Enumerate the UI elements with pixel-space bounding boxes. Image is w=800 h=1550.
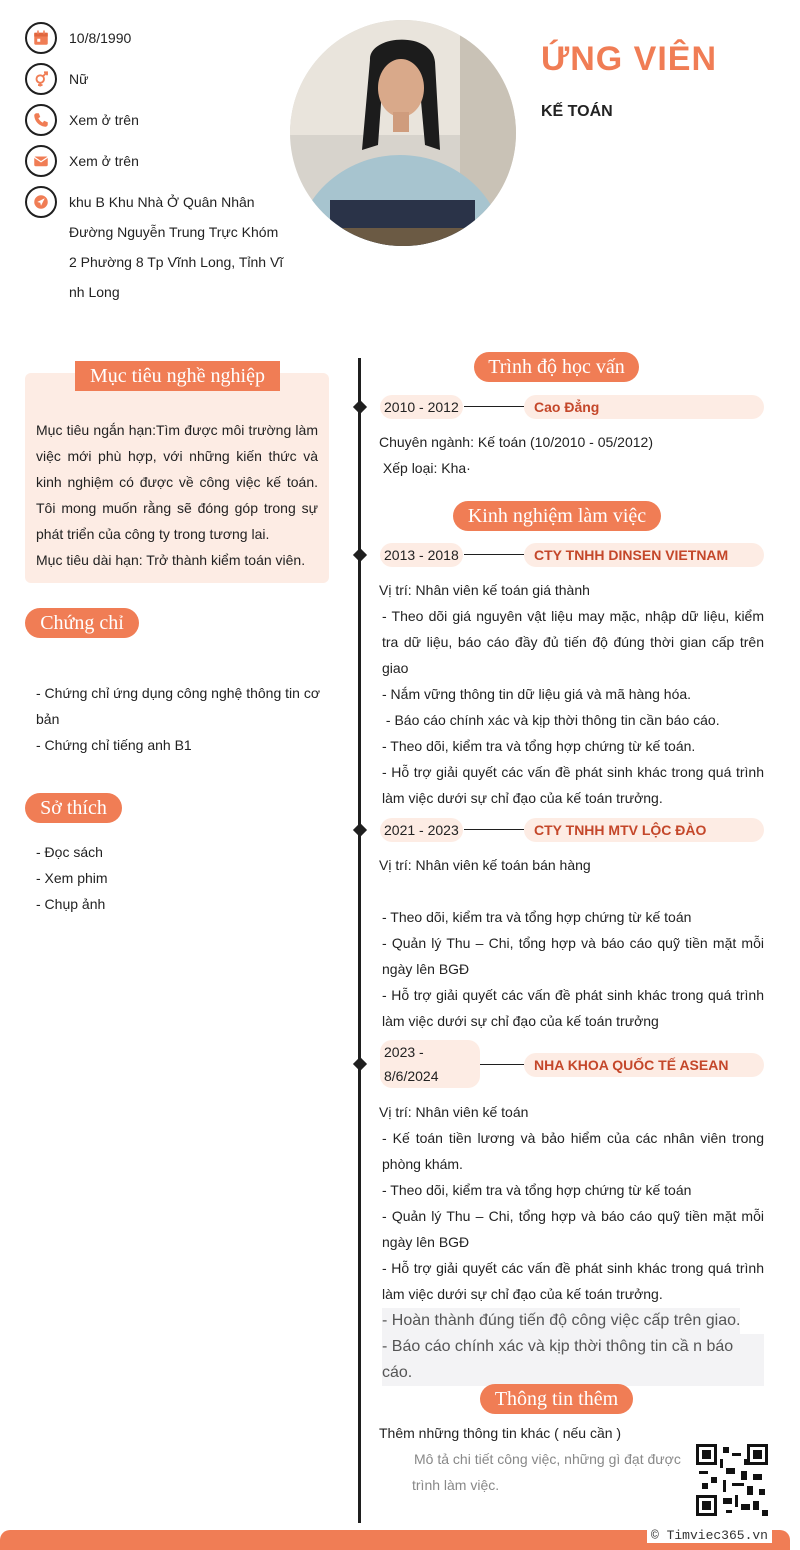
timeline-dot xyxy=(353,400,367,414)
education-line: Chuyên ngành: Kế toán (10/2010 - 05/2012) xyxy=(379,434,653,450)
job-bullet: - Báo cáo chính xác và kịp thời thông tin cần báo cáo. xyxy=(382,712,720,728)
job-date: 2021 - 2023 xyxy=(380,818,463,842)
job-details xyxy=(379,852,764,1034)
timeline-dot xyxy=(353,548,367,562)
job-date xyxy=(380,1040,480,1088)
address-line: khu B Khu Nhà Ở Quân Nhân xyxy=(69,194,255,210)
objective-title: Mục tiêu nghề nghiệp xyxy=(75,361,280,391)
job-bullet: - Kế toán tiền lương và bảo hiểm của các nhân viên trong phòng khám. xyxy=(382,1130,764,1172)
job-bullet: - Hỗ trợ giải quyết các vấn đề phát sinh khác trong quá trình làm việc dưới sự chỉ đạo của kế toán trưởng. xyxy=(382,1260,764,1302)
objective-line: Mục tiêu ngắn hạn:Tìm được môi trường làm việc mới phù hợp, với những kiến thức và kinh nghiệm có được về công việc kế toán. Tôi mong muốn rằng sẽ đóng góp trong sự phát triển của công ty trong tương lai. xyxy=(36,422,318,542)
extra-desc: Mô tả chi tiết công việc, những gì đạt được xyxy=(414,1451,681,1467)
timeline-line xyxy=(358,358,361,1523)
location-icon xyxy=(25,186,57,218)
address-line: 2 Phường 8 Tp Vĩnh Long, Tỉnh Vĩ xyxy=(69,254,284,270)
address-line: Đường Nguyễn Trung Trực Khóm xyxy=(69,224,279,240)
email-text: Xem ở trên xyxy=(69,153,139,169)
job-bullet: - Theo dõi giá nguyên vật liệu may mặc, nhập dữ liệu, kiểm tra dữ liệu, báo cáo đầy đủ tiến độ đúng thời gian cấp trên giao xyxy=(382,608,764,676)
timeline-dot xyxy=(353,823,367,837)
hobby-item: - Chụp ảnh xyxy=(36,896,106,912)
education-school: Cao Đẳng xyxy=(524,395,764,419)
education-details xyxy=(379,429,764,481)
calendar-icon xyxy=(25,22,57,54)
extra-line: Thêm những thông tin khác ( nếu cần ) xyxy=(379,1425,622,1441)
job-bullet: - Quản lý Thu – Chi, tổng hợp và báo cáo quỹ tiền mặt mỗi ngày lên BGĐ xyxy=(382,1208,764,1250)
dob-text: 10/8/1990 xyxy=(69,30,132,46)
job-bullet: - Nắm vững thông tin dữ liệu giá và mã hàng hóa. xyxy=(382,686,692,702)
job-company: CTY TNHH MTV LỘC ĐÀO xyxy=(524,818,764,842)
candidate-name: ỨNG VIÊN xyxy=(541,40,718,78)
job-bullet: - Theo dõi, kiểm tra và tổng hợp chứng từ kế toán xyxy=(382,1182,692,1198)
job-position: Vị trí: Nhân viên kế toán giá thành xyxy=(379,582,590,598)
job-date: 2013 - 2018 xyxy=(380,543,463,567)
job-position: Vị trí: Nhân viên kế toán xyxy=(379,1104,529,1120)
footer-credit: © Timviec365.vn xyxy=(647,1528,772,1543)
extra-desc: trình làm việc. xyxy=(412,1477,500,1493)
hobby-item: - Xem phim xyxy=(36,870,108,886)
qr-code xyxy=(696,1444,768,1516)
education-title: Trình độ học vấn xyxy=(474,352,639,382)
candidate-role: KẾ TOÁN xyxy=(541,103,613,120)
extra-title: Thông tin thêm xyxy=(480,1384,633,1414)
objective-line: Mục tiêu dài hạn: Trở thành kiểm toán viên. xyxy=(36,552,306,568)
hobby-item: - Đọc sách xyxy=(36,844,103,860)
address-line: nh Long xyxy=(69,284,120,300)
job-date-line: 8/6/2024 xyxy=(384,1068,439,1084)
email-icon xyxy=(25,145,57,177)
job-highlight: - Báo cáo chính xác và kịp thời thông tin cầ n báo cáo. xyxy=(382,1334,764,1386)
education-line: Xếp loại: Kha· xyxy=(379,460,471,476)
phone-text: Xem ở trên xyxy=(69,112,139,128)
job-details xyxy=(379,577,764,811)
job-bullet: - Hỗ trợ giải quyết các vấn đề phát sinh khác trong quá trình làm việc dưới sự chỉ đạo của kế toán trưởng. xyxy=(382,764,764,806)
cert-list xyxy=(36,680,326,758)
address-text xyxy=(69,187,283,307)
cert-title: Chứng chỉ xyxy=(25,608,139,638)
job-date-line: 2023 - xyxy=(384,1044,424,1060)
timeline-connector xyxy=(480,1064,524,1065)
timeline-connector xyxy=(464,554,524,555)
cert-item: - Chứng chỉ tiếng anh B1 xyxy=(36,737,192,753)
job-position: Vị trí: Nhân viên kế toán bán hàng xyxy=(379,857,591,873)
experience-title: Kinh nghiệm làm việc xyxy=(453,501,661,531)
job-company: CTY TNHH DINSEN VIETNAM xyxy=(524,543,764,567)
job-company: NHA KHOA QUỐC TẾ ASEAN xyxy=(524,1053,764,1077)
job-highlight: - Hoàn thành đúng tiến độ công việc cấp trên giao. xyxy=(382,1308,740,1334)
gender-text: Nữ xyxy=(69,71,89,87)
job-bullet: - Quản lý Thu – Chi, tổng hợp và báo cáo quỹ tiền mặt mỗi ngày lên BGĐ xyxy=(382,935,764,977)
job-bullet: - Theo dõi, kiểm tra và tổng hợp chứng từ kế toán xyxy=(382,909,692,925)
job-details xyxy=(379,1099,764,1386)
objective-text xyxy=(36,417,318,573)
job-bullet: - Hỗ trợ giải quyết các vấn đề phát sinh khác trong quá trình làm việc dưới sự chỉ đạo của kế toán trưởng xyxy=(382,987,764,1029)
hobby-list xyxy=(36,839,286,917)
timeline-connector xyxy=(464,406,524,407)
timeline-dot xyxy=(353,1057,367,1071)
job-bullet: - Theo dõi, kiểm tra và tổng hợp chứng từ kế toán. xyxy=(382,738,696,754)
avatar-photo xyxy=(290,20,516,246)
spacer xyxy=(379,878,764,904)
timeline-connector xyxy=(464,829,524,830)
gender-icon xyxy=(25,63,57,95)
phone-icon xyxy=(25,104,57,136)
cert-item: - Chứng chỉ ứng dụng công nghệ thông tin cơ bản xyxy=(36,685,320,727)
education-date: 2010 - 2012 xyxy=(380,395,463,419)
hobby-title: Sở thích xyxy=(25,793,122,823)
